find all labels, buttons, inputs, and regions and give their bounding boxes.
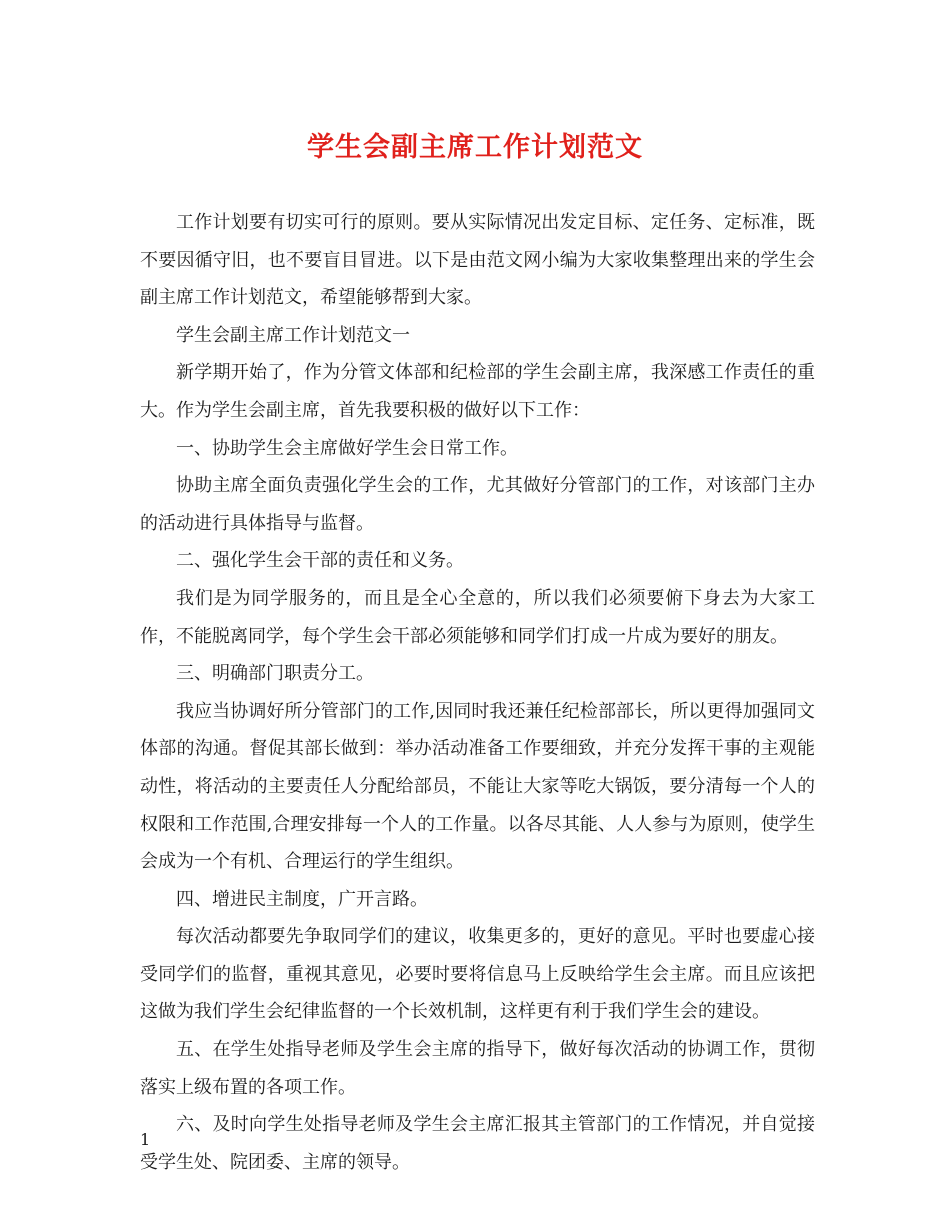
item-5: 五、在学生处指导老师及学生会主席的指导下，做好每次活动的协调工作，贯彻落实上级布置的各项工作。 <box>140 1039 815 1098</box>
item-body-2: 我们是为同学服务的，而且是全心全意的，所以我们必须要俯下身去为大家工作，不能脱离同学，每个学生会干部必须能够和同学们打成一片成为要好的朋友。 <box>140 587 815 647</box>
item-body-1: 协助主席全面负责强化学生会的工作，尤其做好分管部门的工作，对该部门主办的活动进行具体指导与监督。 <box>140 475 815 534</box>
item-heading-4: 四、增进民主制度，广开言路。 <box>176 888 428 910</box>
item-body-4: 每次活动都要先争取同学们的建议，收集更多的，更好的意见。平时也要虚心接受同学们的监督，重视其意见，必要时要将信息马上反映给学生会主席。而且应该把这做为我们学生会纪律监督的一个长效机制，这样更有利于我们学生会的建设。 <box>140 926 815 1023</box>
document-title: 学生会副主席工作计划范文 <box>307 132 643 163</box>
item-heading-1: 一、协助学生会主席做好学生会日常工作。 <box>176 437 518 459</box>
document-body <box>140 204 815 1181</box>
item-heading-3: 三、明确部门职责分工。 <box>176 663 374 685</box>
item-body-3: 我应当协调好所分管部门的工作,因同时我还兼任纪检部部长，所以更得加强同文体部的沟通。督促其部长做到：举办活动准备工作要细致，并充分发挥干事的主观能动性，将活动的主要责任人分配给部员，不能让大家等吃大锅饭，要分清每一个人的权限和工作范围,合理安排每一个人的工作量。以各尽其能、人人参与为原则，使学生会成为一个有机、合理运行的学生组织。 <box>140 700 815 873</box>
section-heading-plan-one: 学生会副主席工作计划范文一 <box>176 324 410 346</box>
page-number: 1 <box>140 1130 151 1149</box>
paragraph-opening: 新学期开始了，作为分管文体部和纪检部的学生会副主席，我深感工作责任的重大。作为学生会副主席，首先我要积极的做好以下工作： <box>140 362 815 421</box>
item-6: 六、及时向学生处指导老师及学生会主席汇报其主管部门的工作情况，并自觉接受学生处、院团委、主席的领导。 <box>140 1114 815 1173</box>
item-heading-2: 二、强化学生会干部的责任和义务。 <box>176 550 464 572</box>
paragraph-intro: 工作计划要有切实可行的原则。要从实际情况出发定目标、定任务、定标准，既不要因循守旧，也不要盲目冒进。以下是由范文网小编为大家收集整理出来的学生会副主席工作计划范文，希望能够帮到大家。 <box>140 212 815 309</box>
